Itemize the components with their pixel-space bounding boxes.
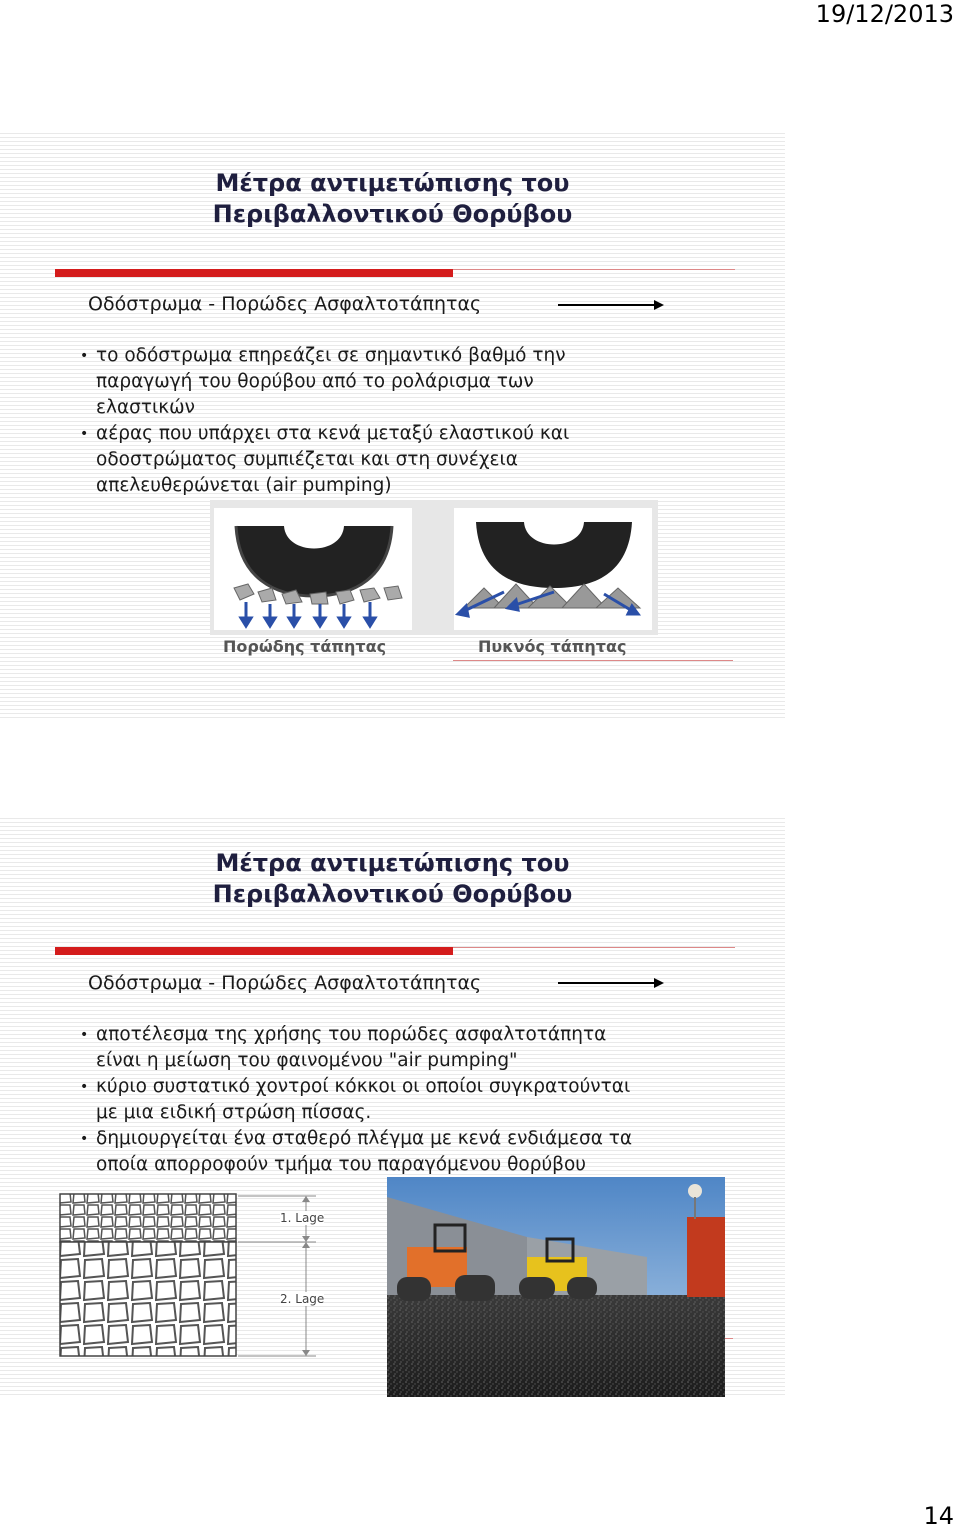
slide-1-bullet-2: • αέρας που υπάρχει στα κενά μεταξύ ελαστικού και οδοστρώματος συμπιέζεται και στη συνέχεια απελευθερώνεται (air pumping) — [80, 421, 569, 499]
slide-1-subtitle: Οδόστρωμα - Πορώδες Ασφαλτοτάπητας — [88, 293, 482, 315]
slide-1-arrow-icon — [558, 299, 664, 311]
page-number: 14 — [923, 1502, 954, 1530]
slide-1-title-line-1: Μέτρα αντιμετώπισης του — [215, 169, 570, 197]
slide-1-red-rule — [453, 269, 735, 270]
slide-2-arrow-icon — [558, 977, 664, 989]
dense-surface-label: Πυκνός τάπητας — [478, 637, 627, 656]
asphalt-paving-photo — [387, 1177, 725, 1397]
slide-2-bullet-2: • κύριο συστατικό χοντροί κόκκοι οι οποίοι συγκρατούνται με μια ειδική στρώση πίσσας. — [80, 1074, 632, 1126]
slide-2-bullet-list — [80, 1022, 632, 1178]
slide-1-footer-rule — [453, 660, 733, 661]
slide-2-footer-rule — [725, 1338, 733, 1339]
document-date: 19/12/2013 — [815, 0, 954, 28]
layer-2-label: 2. Lage — [280, 1292, 325, 1306]
slide-2-bullet-1: • αποτέλεσμα της χρήσης του πορώδες ασφαλτοτάπητα είναι η μείωση του φαινομένου "air pumping" — [80, 1022, 632, 1074]
slide-2-red-rule — [453, 947, 735, 948]
slide-2-subtitle: Οδόστρωμα - Πορώδες Ασφαλτοτάπητας — [88, 972, 482, 994]
slide-1-red-accent-bar — [55, 269, 453, 277]
slide-1-bullet-list — [80, 343, 569, 499]
porous-surface-illustration — [214, 508, 412, 630]
slide-1-bullet-1: • το οδόστρωμα επηρεάζει σε σημαντικό βαθμό την παραγωγή του θορύβου από το ρολάρισμα των ελαστικών — [80, 343, 569, 421]
porous-layer-diagram — [58, 1192, 336, 1360]
slide-1-title-line-2: Περιβαλλοντικού Θορύβου — [212, 200, 573, 228]
porous-surface-label: Πορώδης τάπητας — [223, 637, 387, 656]
layer-1-label: 1. Lage — [280, 1211, 325, 1225]
dense-surface-illustration — [454, 508, 652, 630]
slide-2-bullet-3: • δημιουργείται ένα σταθερό πλέγμα με κενά ενδιάμεσα τα οποία απορροφούν τμήμα του παραγόμενου θορύβου — [80, 1126, 632, 1178]
slide-2-red-accent-bar — [55, 947, 453, 955]
tyre-air-pumping-figure — [210, 500, 658, 635]
slide-2-title-line-2: Περιβαλλοντικού Θορύβου — [212, 880, 573, 908]
slide-2-title-line-1: Μέτρα αντιμετώπισης του — [215, 849, 570, 877]
